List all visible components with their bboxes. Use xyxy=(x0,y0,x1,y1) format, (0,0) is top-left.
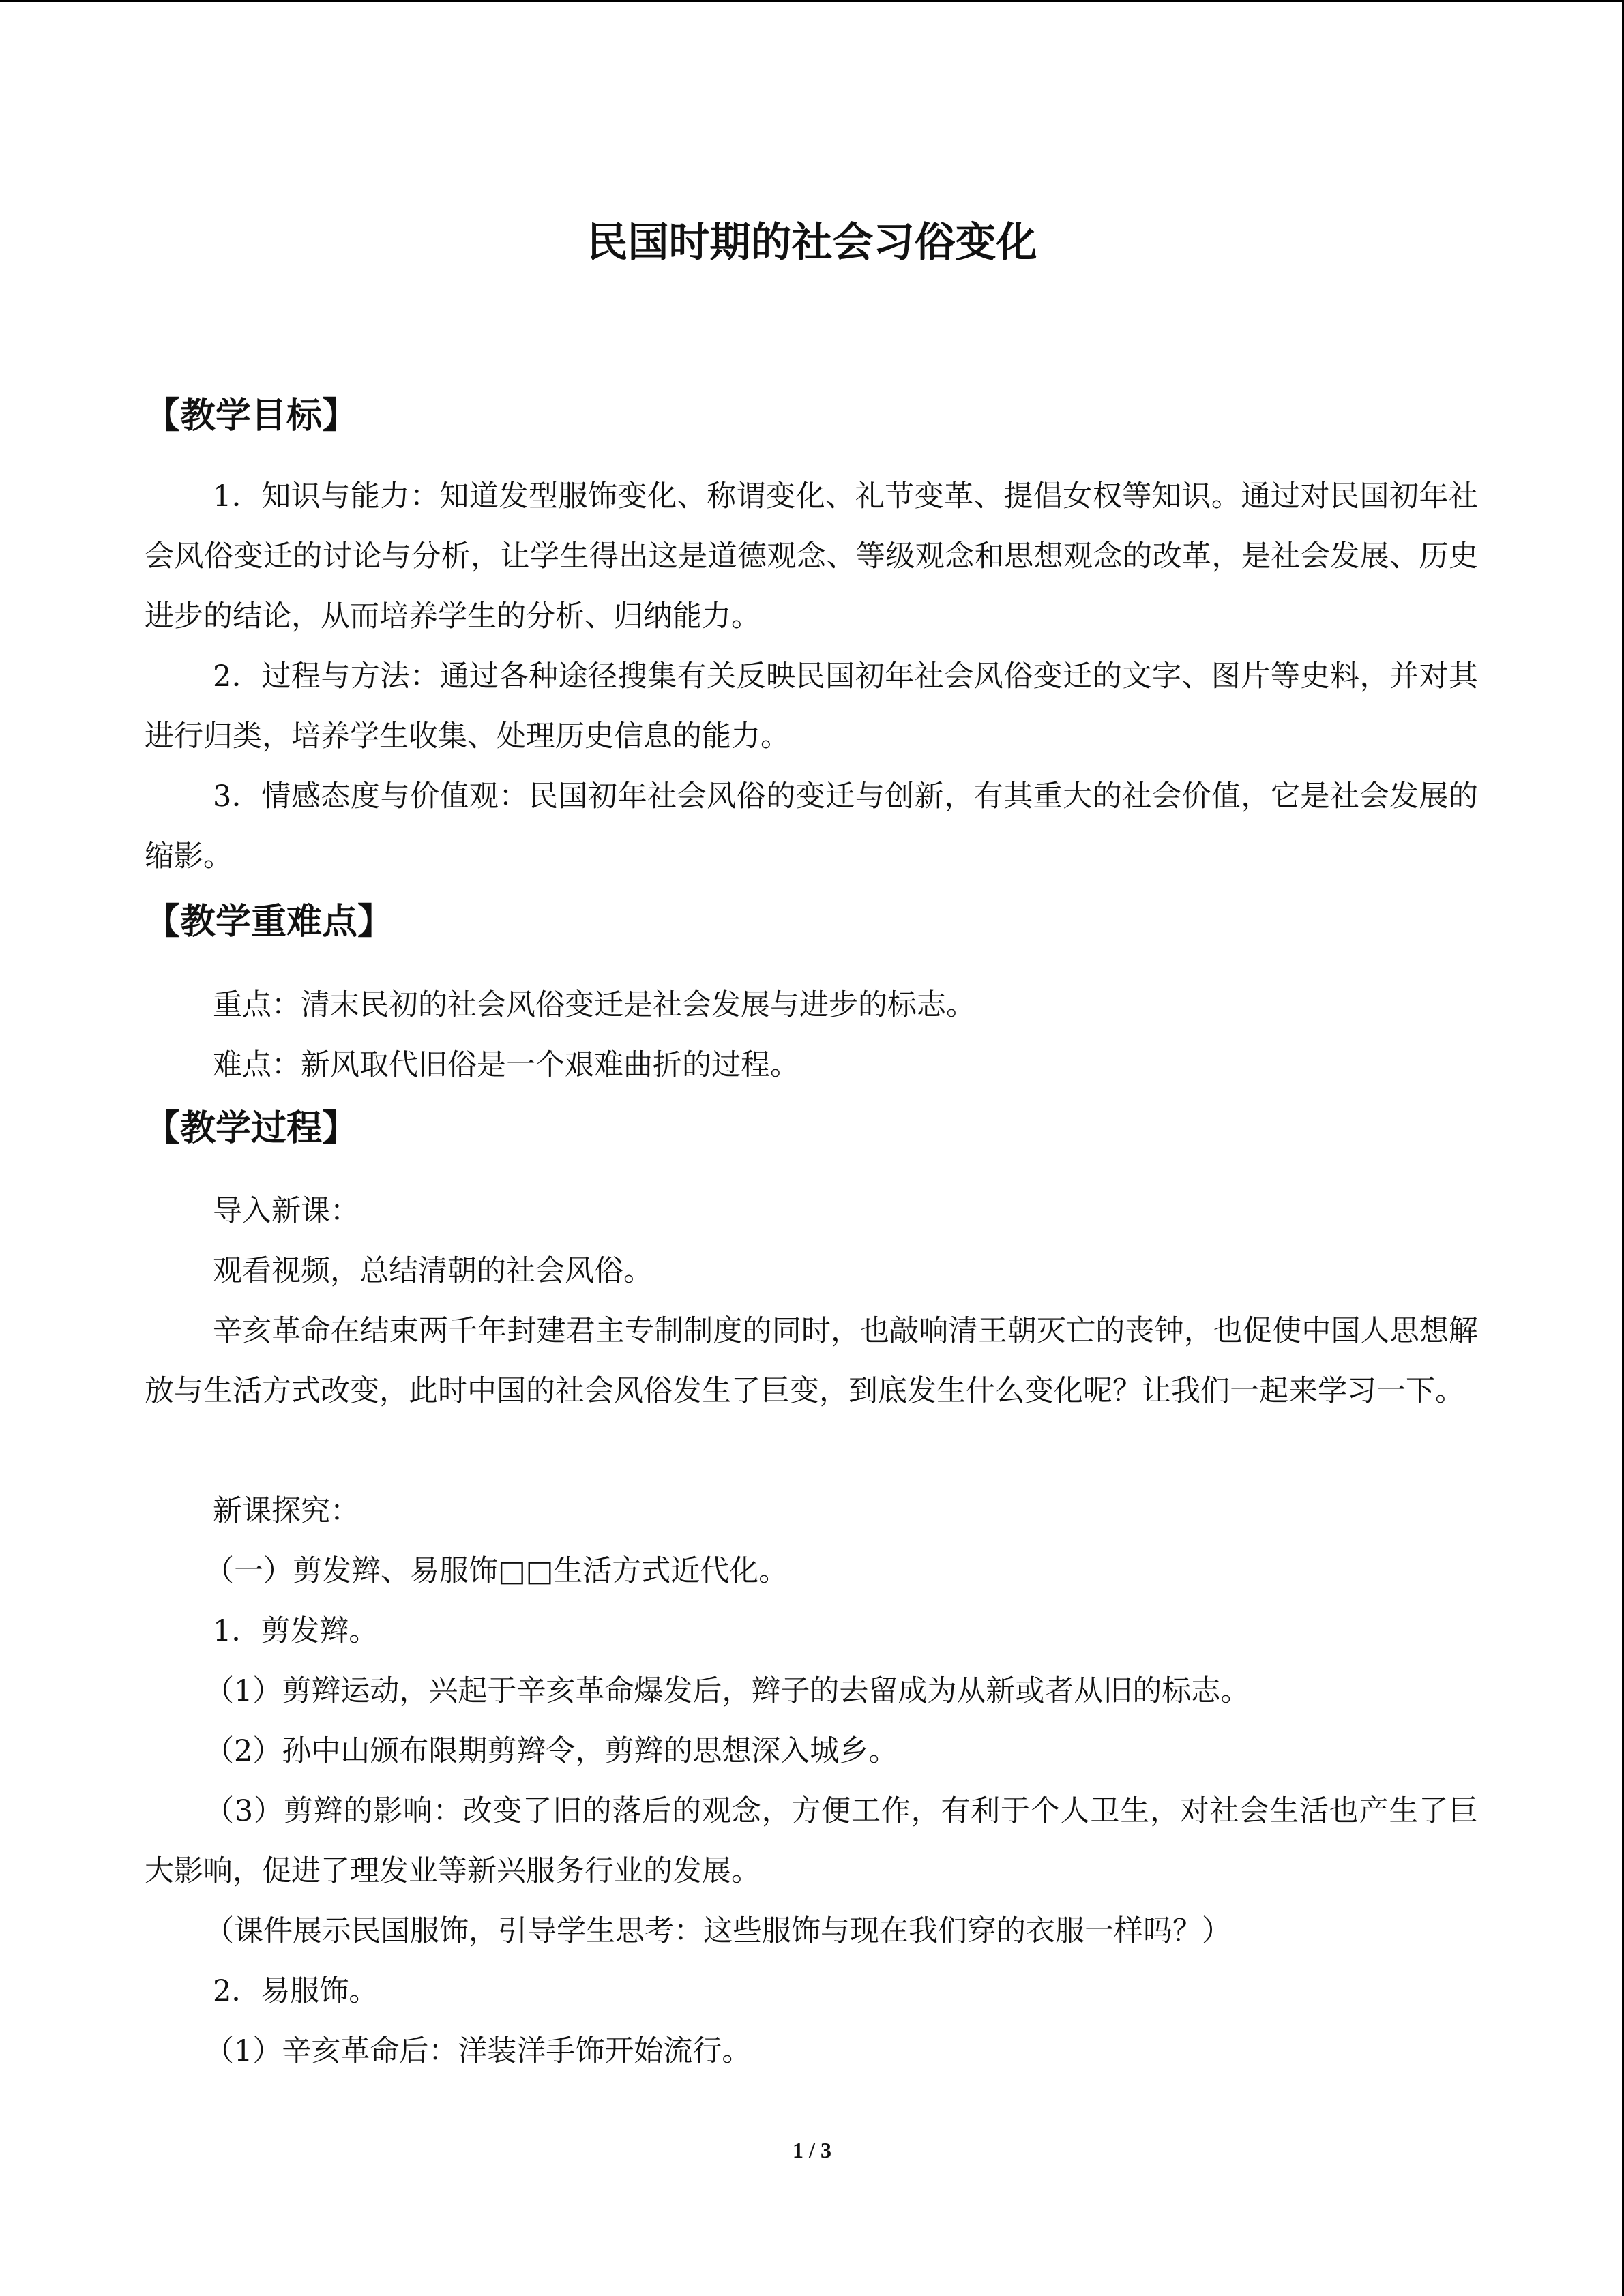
intro-label: 导入新课： xyxy=(213,1194,359,1228)
item2-title: 2．易服饰。 xyxy=(213,1974,379,2008)
new-lesson-label: 新课探究： xyxy=(213,1494,359,1528)
objective-process: 2．过程与方法：通过各种途径搜集有关反映民国初年社会风俗变迁的文字、图片等史料，并对其进行归类，培养学生收集、处理历史信息的能力。 xyxy=(145,659,1478,754)
objective-attitude: 3．情感态度与价值观：民国初年社会风俗的变迁与创新，有其重大的社会价值，它是社会发展的缩影。 xyxy=(145,779,1478,874)
item1-point3: （3）剪辫的影响：改变了旧的落后的观念，方便工作，有利于个人卫生，对社会生活也产生了巨大影响，促进了理发业等新兴服务行业的发展。 xyxy=(145,1794,1478,1888)
key-points-heading: 【教学重难点】 xyxy=(145,901,394,942)
courseware-note: （课件展示民国服饰，引导学生思考：这些服饰与现在我们穿的衣服一样吗？） xyxy=(205,1914,1231,1948)
process-heading: 【教学过程】 xyxy=(145,1108,358,1149)
objectives-heading: 【教学目标】 xyxy=(145,396,358,436)
item1-point1: （1）剪辫运动，兴起于辛亥革命爆发后，辫子的去留成为从新或者从旧的标志。 xyxy=(205,1674,1250,1708)
intro-text: 辛亥革命在结束两千年封建君主专制制度的同时，也敲响清王朝灭亡的丧钟，也促使中国人思想解放与生活方式改变，此时中国的社会风俗发生了巨变，到底发生什么变化呢？让我们一起来学习一下。 xyxy=(145,1314,1478,1408)
item1-title: 1．剪发辫。 xyxy=(213,1614,379,1648)
objective-knowledge: 1．知识与能力：知道发型服饰变化、称谓变化、礼节变革、提倡女权等知识。通过对民国初年社会风俗变迁的讨论与分析，让学生得出这是道德观念、等级观念和思想观念的改革，是社会发展、历史进步的结论，从而培养学生的分析、归纳能力。 xyxy=(145,479,1478,633)
item1-point2: （2）孙中山颁布限期剪辫令，剪辫的思想深入城乡。 xyxy=(205,1734,898,1768)
page-title: 民国时期的社会习俗变化 xyxy=(587,219,1037,267)
key-point-focus: 重点：清末民初的社会风俗变迁是社会发展与进步的标志。 xyxy=(213,988,975,1022)
key-point-difficulty: 难点：新风取代旧俗是一个艰难曲折的过程。 xyxy=(213,1048,799,1082)
intro-video: 观看视频，总结清朝的社会风俗。 xyxy=(213,1254,653,1288)
item2-point1: （1）辛亥革命后：洋装洋手饰开始流行。 xyxy=(205,2034,752,2068)
part1-title: （一）剪发辫、易服饰□□生活方式近代化。 xyxy=(205,1554,788,1588)
page-number: 1 / 3 xyxy=(793,2138,831,2162)
